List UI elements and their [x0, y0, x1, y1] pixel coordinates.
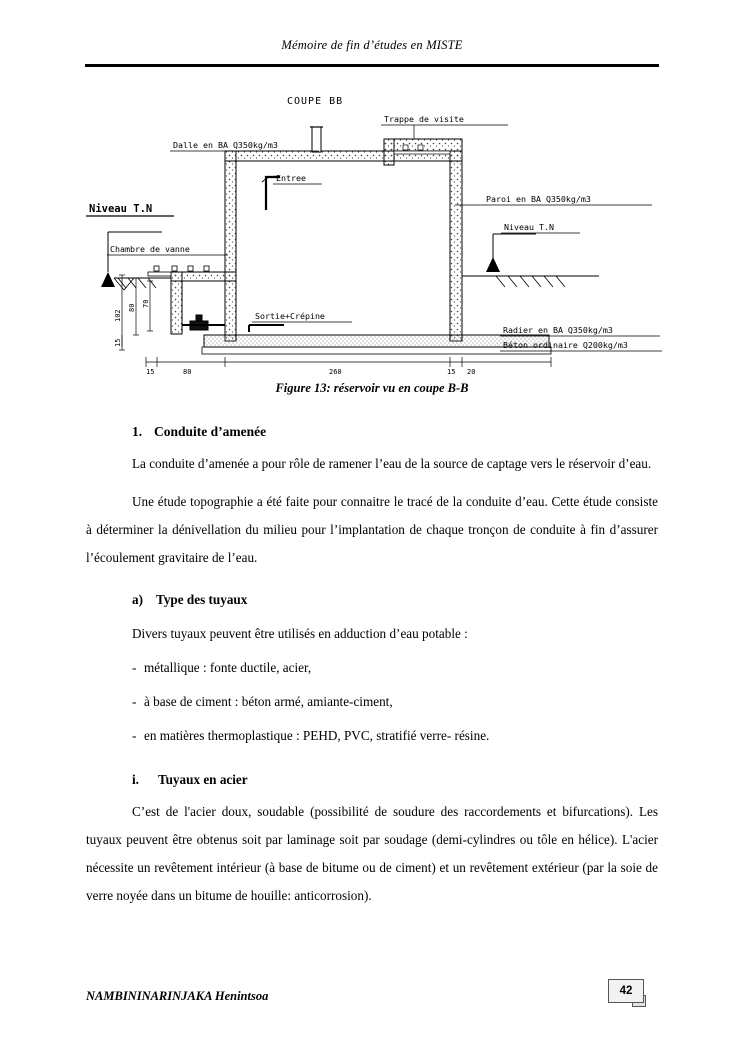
- figure-label-sortie: Sortie+Crépine: [255, 311, 325, 321]
- heading-section-1-number: 1.: [132, 424, 143, 439]
- figure-label-chambre: Chambre de vanne: [110, 244, 190, 254]
- figure-title-text: COUPE BB: [287, 96, 344, 107]
- list-item-tuyaux-1: [132, 654, 658, 682]
- document-body: [86, 424, 658, 910]
- heading-section-a: [132, 592, 658, 608]
- header-divider: [85, 64, 659, 67]
- paragraph-tuyaux-intro: Divers tuyaux peuvent être utilisés en adduction d’eau potable :: [132, 626, 468, 641]
- figure-label-trappe: Trappe de visite: [384, 114, 464, 124]
- dim-bottom-80: 80: [183, 368, 192, 374]
- figure-label-paroi: Paroi en BA Q350kg/m3: [486, 194, 591, 204]
- paragraph-conduite-2: Une étude topographie a été faite pour connaitre le tracé de la conduite d’eau. Cette étude consiste à déterminer la dénivellation du milieu pour l’implantation de chaque tronçon de conduite à fin d’assurer l’écoulement gravitaire de l’eau.: [86, 494, 658, 565]
- dim-bottom-15b: 15: [447, 368, 456, 374]
- dim-left-102: 102: [114, 309, 122, 322]
- list-item-tuyaux-3: [132, 722, 658, 750]
- list-dash: -: [132, 660, 137, 675]
- paragraph-acier: C’est de l'acier doux, soudable (possibilité de soudure des raccordements et bifurcations). Les tuyaux peuvent être obtenus soit par laminage soit par soudage (demi-cylindres ou tôle en hélice). L'acier nécessite un revêtement intérieur (à base de bitume ou de ciment) et un revêtement extérieur (par la soie de verre noyée dans un bitume de houille: anticorrosion).: [86, 804, 658, 903]
- heading-section-a-marker: a): [132, 592, 143, 607]
- figure-label-entree: Entree: [276, 173, 306, 183]
- list-item-text: en matières thermoplastique : PEHD, PVC, stratifié verre- résine.: [144, 728, 490, 743]
- dim-left-15: 15: [114, 338, 122, 347]
- figure-label-radier: Radier en BA Q350kg/m3: [503, 325, 613, 335]
- figure-label-niveau-tn-right: Niveau T.N: [504, 222, 554, 232]
- list-dash: -: [132, 728, 137, 743]
- page-number: 42: [608, 979, 644, 1003]
- heading-section-i-marker: i.: [132, 772, 139, 787]
- dim-left-80: 80: [128, 303, 136, 312]
- heading-section-1-title: Conduite d’amenée: [154, 424, 267, 439]
- figure-technical-drawing: [84, 82, 662, 374]
- footer-author: NAMBININARINJAKA Henintsoa: [86, 989, 269, 1003]
- page-header-title: Mémoire de fin d’études en MISTE: [281, 38, 463, 52]
- figure-label-niveau-tn-left: Niveau T.N: [89, 203, 153, 215]
- heading-section-i-title: Tuyaux en acier: [158, 772, 248, 787]
- heading-section-1: [132, 424, 658, 440]
- list-item-tuyaux-2: [132, 688, 658, 716]
- list-item-text: à base de ciment : béton armé, amiante-ciment,: [144, 694, 393, 709]
- dim-bottom-15: 15: [146, 368, 155, 374]
- heading-section-a-title: Type des tuyaux: [156, 592, 248, 607]
- heading-section-i: [132, 772, 658, 788]
- dim-bottom-260: 260: [329, 368, 342, 374]
- page-number-badge: [608, 979, 646, 1005]
- dim-left-70: 70: [142, 299, 150, 308]
- dim-bottom-20: 20: [467, 368, 476, 374]
- figure-caption: Figure 13: réservoir vu en coupe B-B: [275, 381, 469, 395]
- paragraph-conduite-1: La conduite d’amenée a pour rôle de ramener l’eau de la source de captage vers le réservoir d’eau.: [132, 456, 652, 471]
- figure-label-beton: Béton ordinaire Q200kg/m3: [503, 340, 628, 350]
- list-dash: -: [132, 694, 137, 709]
- figure-label-dalle: Dalle en BA Q350kg/m3: [173, 140, 278, 150]
- list-item-text: métallique : fonte ductile, acier,: [144, 660, 312, 675]
